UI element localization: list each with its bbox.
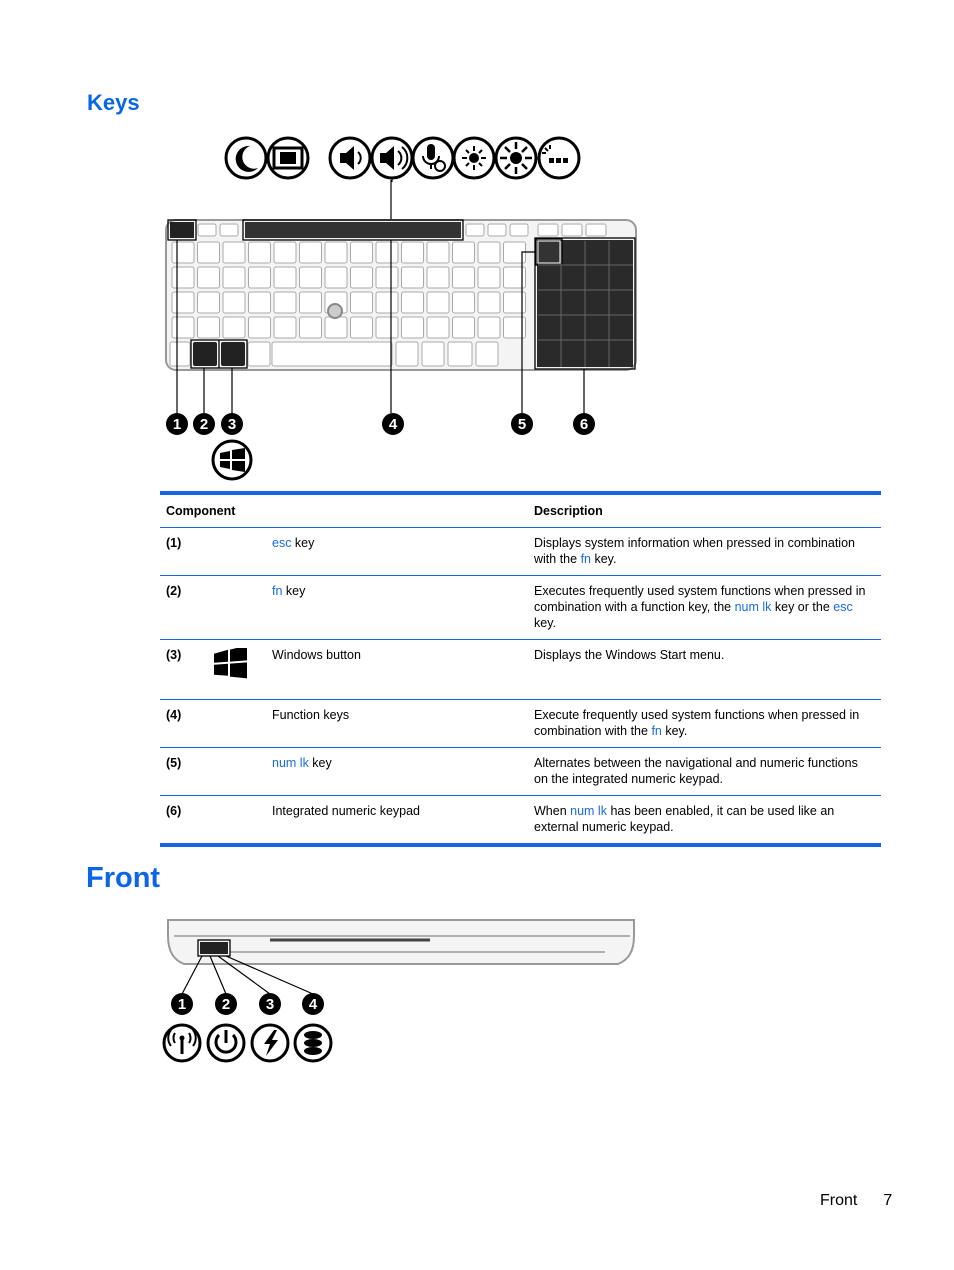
front-view-illustration: [160, 912, 640, 1064]
front-callout-3: 3: [265, 996, 275, 1013]
table-row: [160, 576, 881, 640]
hard-drive-icon: [304, 1031, 322, 1055]
row-description: [528, 528, 881, 576]
table-row: [160, 748, 881, 796]
header-description: Description: [528, 493, 881, 528]
keyboard-illustration: [160, 180, 640, 482]
keyboard-key: [223, 242, 245, 263]
windows-logo-icon: [213, 441, 251, 479]
keyboard-key: [402, 267, 424, 288]
keyboard-key: [478, 317, 500, 338]
keyboard-key: [427, 292, 449, 313]
keys-heading: Keys: [87, 90, 140, 115]
description-text: key.: [661, 724, 688, 738]
keyboard-key: [510, 224, 528, 236]
keyboard-key: [325, 267, 347, 288]
keyboard-key: [274, 292, 296, 313]
keyboard-key: [453, 267, 475, 288]
row-description: [528, 700, 881, 748]
function-key-icons: [220, 134, 590, 182]
description-link[interactable]: fn: [651, 724, 662, 738]
keyboard-key: [422, 342, 444, 366]
row-number: (2): [160, 576, 266, 640]
volume-down-icon: [340, 146, 361, 170]
keyboard-key: [376, 317, 398, 338]
table-row: [160, 796, 881, 846]
keyboard-key: [453, 292, 475, 313]
power-icon: [216, 1030, 236, 1052]
component-label: key: [282, 584, 306, 598]
keyboard-key: [223, 267, 245, 288]
fn-key: [193, 342, 217, 366]
description-text: key or the: [771, 600, 834, 614]
keyboard-key: [170, 342, 190, 366]
row-description: [528, 576, 881, 640]
brightness-up-icon: [500, 142, 532, 174]
esc-key: [170, 222, 194, 238]
component-link[interactable]: esc: [272, 536, 292, 550]
table-row: [160, 700, 881, 748]
keyboard-key: [325, 242, 347, 263]
keyboard-key: [249, 317, 271, 338]
row-component: [266, 640, 528, 700]
keyboard-key: [478, 292, 500, 313]
keyboard-key: [249, 242, 271, 263]
description-text: Displays the Windows Start menu.: [534, 648, 725, 662]
volume-up-icon: [380, 146, 407, 170]
front-heading: Front: [86, 862, 161, 894]
keyboard-key: [402, 317, 424, 338]
description-text: key.: [591, 552, 617, 566]
row-component: [266, 700, 528, 748]
front-callout-4: 4: [308, 996, 318, 1013]
description-text: has been enabled, it can be used like an external numeric keypad.: [534, 804, 835, 834]
row-component: [266, 796, 528, 846]
row-number: (5): [160, 748, 266, 796]
front-callout-2: 2: [221, 996, 231, 1013]
header-component: Component: [160, 493, 528, 528]
description-text: Displays system information when pressed in combination with the: [534, 536, 855, 566]
description-text: When: [534, 804, 571, 818]
keyboard-key: [198, 224, 216, 236]
keyboard-key: [249, 267, 271, 288]
keyboard-key: [478, 267, 500, 288]
keyboard-backlight-icon: [542, 145, 568, 163]
row-number: (3): [160, 640, 266, 700]
row-number: (4): [160, 700, 266, 748]
keyboard-key: [427, 317, 449, 338]
callout-6: 6: [579, 416, 589, 433]
num-lock-key: [538, 241, 560, 263]
keyboard-key: [198, 317, 220, 338]
keys-table: [160, 491, 881, 847]
description-link[interactable]: esc: [833, 600, 853, 614]
pointing-stick: [328, 304, 342, 318]
keyboard-key: [538, 224, 558, 236]
keyboard-key: [351, 267, 373, 288]
description-text: Execute frequently used system functions when pressed in combination with the: [534, 708, 860, 738]
callout-5: 5: [517, 416, 527, 433]
keyboard-key: [300, 317, 322, 338]
row-number: (6): [160, 796, 266, 846]
keyboard-key: [351, 317, 373, 338]
row-description: [528, 796, 881, 846]
keyboard-key: [172, 267, 194, 288]
keyboard-key: [300, 242, 322, 263]
keyboard-key: [376, 292, 398, 313]
keyboard-key: [562, 224, 582, 236]
keyboard-key: [248, 342, 270, 366]
keyboard-key: [488, 224, 506, 236]
keyboard-key: [272, 342, 392, 366]
keyboard-key: [396, 342, 418, 366]
callout-2: 2: [199, 416, 209, 433]
windows-logo-icon: [210, 648, 250, 684]
keyboard-key: [478, 242, 500, 263]
keyboard-key: [172, 292, 194, 313]
keyboard-key: [172, 242, 194, 263]
row-description: [528, 640, 881, 700]
mute-microphone-icon: [423, 144, 445, 171]
keyboard-key: [325, 317, 347, 338]
component-link[interactable]: num lk: [272, 756, 309, 770]
row-component: [266, 748, 528, 796]
row-component: [266, 528, 528, 576]
keyboard-key: [223, 292, 245, 313]
keyboard-key: [427, 242, 449, 263]
component-label: Function keys: [272, 708, 350, 722]
keyboard-key: [172, 317, 194, 338]
keyboard-key: [453, 317, 475, 338]
keyboard-key: [402, 242, 424, 263]
keyboard-key: [198, 242, 220, 263]
component-label: Integrated numeric keypad: [272, 804, 421, 818]
function-keys-row: [245, 222, 461, 238]
keyboard-key: [586, 224, 606, 236]
keyboard-key: [466, 224, 484, 236]
front-callout-1: 1: [177, 996, 187, 1013]
description-link[interactable]: num lk: [570, 804, 607, 818]
description-link[interactable]: fn: [580, 552, 591, 566]
keyboard-key: [376, 242, 398, 263]
row-number: (1): [160, 528, 266, 576]
keyboard-key: [198, 267, 220, 288]
keyboard-key: [448, 342, 472, 366]
component-label: Windows button: [272, 648, 361, 662]
keyboard-key: [376, 267, 398, 288]
footer-label: Front: [820, 1192, 858, 1209]
description-link[interactable]: num lk: [734, 600, 772, 614]
keyboard-key: [274, 267, 296, 288]
keyboard-key: [300, 267, 322, 288]
keyboard-key: [198, 292, 220, 313]
keyboard-key: [220, 224, 238, 236]
component-link[interactable]: fn: [272, 584, 283, 598]
callout-3: 3: [227, 416, 237, 433]
page-footer: [820, 1192, 892, 1210]
keyboard-key: [223, 317, 245, 338]
page-number: 7: [883, 1192, 893, 1209]
brightness-down-icon: [462, 146, 486, 170]
row-component: [266, 576, 528, 640]
callout-4: 4: [388, 416, 398, 433]
keyboard-key: [274, 242, 296, 263]
sleep-icon: [236, 146, 258, 172]
description-text: key.: [534, 616, 556, 630]
windows-key: [221, 342, 245, 366]
keyboard-key: [427, 267, 449, 288]
component-label: key: [291, 536, 315, 550]
table-row: [160, 528, 881, 576]
ac-adapter-icon: [264, 1030, 278, 1056]
keyboard-key: [476, 342, 498, 366]
display-switch-icon: [274, 148, 302, 168]
keyboard-key: [453, 242, 475, 263]
wireless-icon: [168, 1030, 196, 1054]
keyboard-key: [249, 292, 271, 313]
keyboard-key: [351, 292, 373, 313]
keyboard-key: [402, 292, 424, 313]
component-label: key: [308, 756, 332, 770]
front-indicator-lights: [200, 942, 228, 954]
description-text: Executes frequently used system functions when pressed in combination with a function key, the: [534, 584, 866, 614]
keyboard-key: [351, 242, 373, 263]
keyboard-key: [300, 292, 322, 313]
keyboard-key: [274, 317, 296, 338]
table-row: [160, 640, 881, 700]
description-text: Alternates between the navigational and numeric functions on the integrated numeric keypad.: [534, 756, 858, 786]
row-description: [528, 748, 881, 796]
callout-1: 1: [172, 416, 182, 433]
